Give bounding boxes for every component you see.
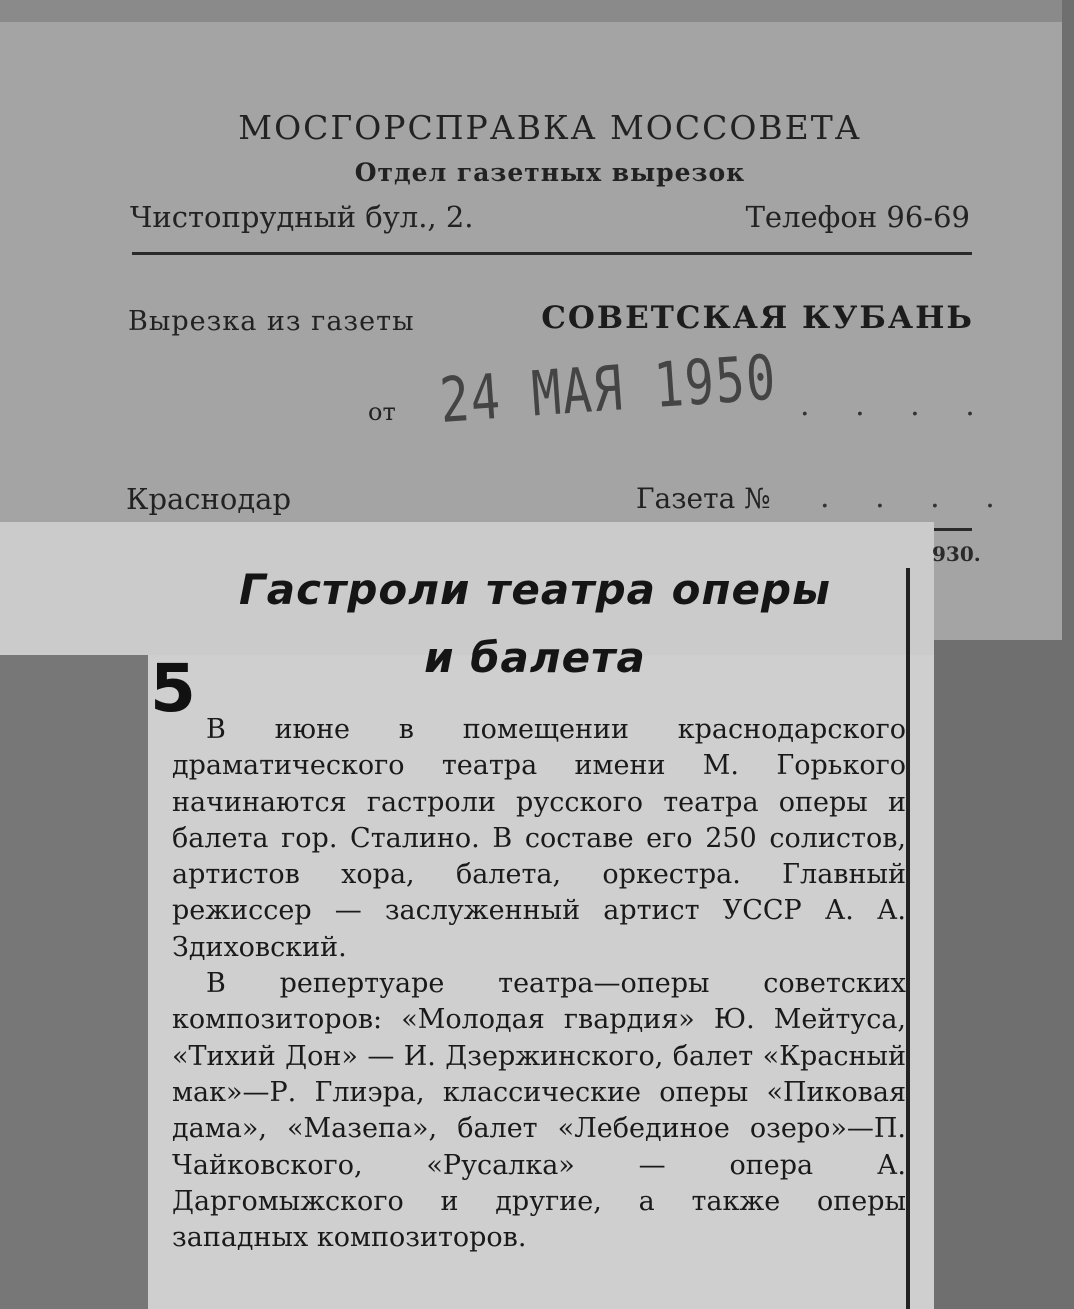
phone-line: Телефон 96-69 — [745, 200, 970, 234]
top-edge-strip — [0, 0, 1062, 22]
header-divider — [132, 252, 972, 255]
date-label: от — [368, 398, 396, 426]
bureau-title: МОСГОРСПРАВКА МОССОВЕТА — [238, 108, 862, 147]
issue-dots: . . . . — [820, 480, 1013, 515]
handwritten-number: 5 — [150, 650, 196, 727]
column-rule — [906, 568, 910, 1309]
department-subtitle: Отдел газетных вырезок — [354, 158, 746, 187]
paragraph-2: В репертуаре театра—оперы советских композиторов: «Молодая гвардия» Ю. Мейтуса, «Тихий Дон» — И. Дзержинского, балет «Красный мак»—Р. Глиэра, классические оперы «Пиковая дама», «Мазепа», балет «Лебединое озеро»—П. Чайковского, «Русалка» — опера А. Даргомыжского и другие, а также оперы западных композиторов. — [172, 968, 906, 1254]
issue-number-label: Газета № — [636, 482, 771, 515]
headline-line-1: Гастроли театра оперы — [238, 565, 832, 614]
headline-line-2: и балета — [424, 633, 646, 682]
hidden-fragment-text: 930. — [932, 542, 981, 566]
date-dots: . . . . — [800, 388, 993, 423]
date-stamp: 24 МАЯ 1950 — [437, 340, 780, 437]
clipping-shadow-gap — [0, 655, 148, 1309]
cut-label: Вырезка из газеты — [128, 306, 415, 337]
city-label: Краснодар — [126, 482, 292, 516]
paragraph-1: В июне в помещении краснодарского драматического театра имени М. Горького начинаются гастроли русского театра оперы и балета гор. Сталино. В составе его 250 солистов, артистов хора, балета, оркестра. Главный режиссер — заслуженный артист УССР А. А. Здиховский. — [172, 714, 906, 963]
address-line: Чистопрудный бул., 2. — [130, 200, 474, 234]
article-headline — [170, 556, 900, 692]
newspaper-name: СОВЕТСКАЯ КУБАНЬ — [541, 300, 974, 336]
article-body — [172, 712, 906, 1256]
